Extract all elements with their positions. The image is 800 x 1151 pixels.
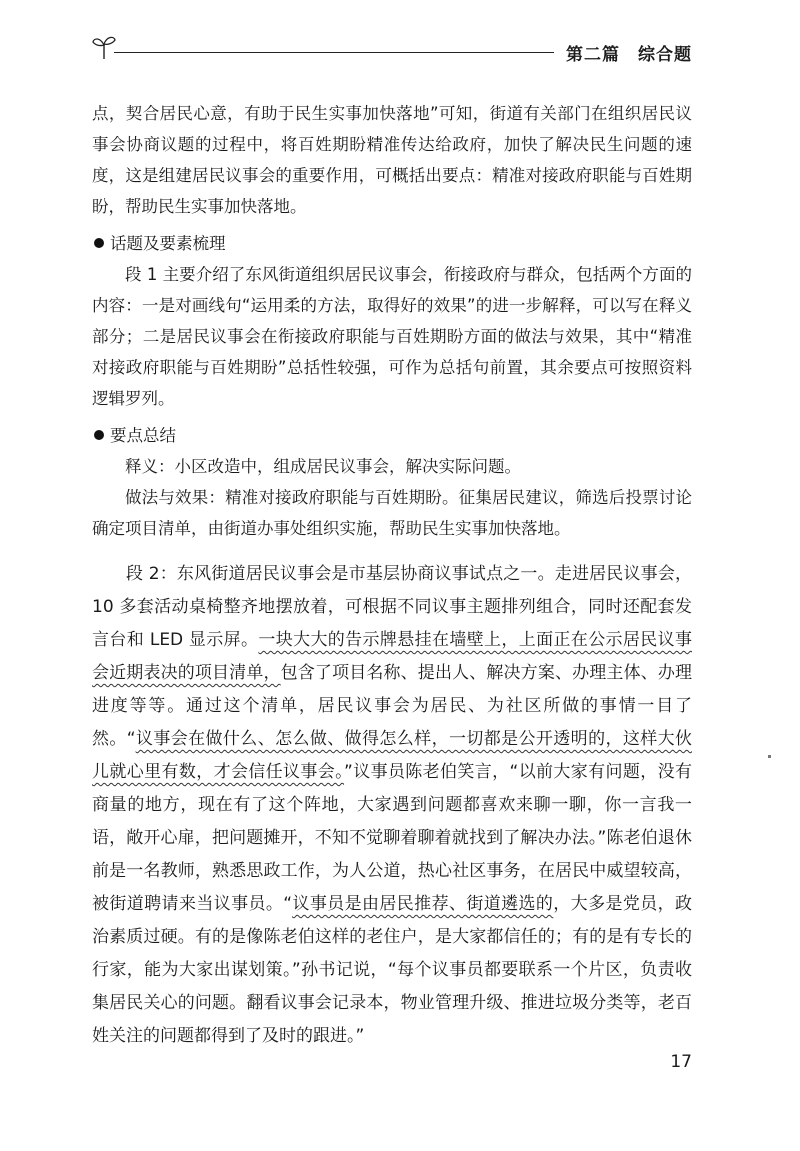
page-number: 17 [670, 1052, 692, 1072]
running-header [92, 28, 692, 68]
header-section: 综合题 [638, 45, 692, 65]
para2-text-b: 包含了项目名称、提出人、解决方案、办理主体、办理进度等等。通过这个清单，居民议事会为居民、为社区所做的事情一目了然。“ [92, 663, 693, 749]
para2-text-d: ，大多是党员，政治素质过硬。有的是像陈老伯这样的老住户，是大家都信任的；有的是有专长的行家，能为大家出谋划策。”孙书记说，“每个议事员都要联系一个片区，负责收集居民关心的问题。翻看议事会记录本，物业管理升级、推进垃圾分类等，老百姓关注的问题都得到了及时的跟进。” [92, 894, 693, 1046]
para2-underlined-3: 议事员是由居民推荐、街道遴选的 [292, 894, 554, 914]
page-body [92, 98, 692, 1053]
header-rule [114, 52, 554, 53]
para2-underlined-2: 议事会在做什么、怎么做、做得怎么样，一切都是公开透明的，这样大伙儿就心里有数，才会信任议事会。 [92, 729, 693, 782]
para2-text-c: ”议事员陈老伯笑言，“以前大家有问题，没有商量的地方，现在有了这个阵地，大家遇到问题都喜欢来聊一聊，你一言我一语，敞开心扉，把问题摊开，不知不觉聊着聊着就找到了解决办法。”陈老伯退休前是一名教师，熟悉思政工作，为人公道，热心社区事务，在居民中威望较高，被街道聘请来当议事员。“ [92, 762, 693, 914]
interpretation-line: 释义：小区改造中，组成居民议事会，解决实际问题。 [125, 457, 521, 476]
source-paragraph-2 [92, 558, 692, 1053]
scan-mark [768, 755, 771, 758]
para2-underlined-1: 一块大大的告示牌悬挂在墙壁上，上面正在公示居民议事会近期表决的项目清单， [92, 630, 692, 683]
bullet-icon [94, 238, 104, 248]
header-title [566, 40, 692, 65]
topic-paragraph: 段 1 主要介绍了东风街道组织居民议事会，衔接政府与群众，包括两个方面的内容：一是对画线句“运用柔的方法，取得好的效果”的进一步解释，可以写在释义部分；二是居民议事会在衔接政府职能与百姓期盼方面的做法与效果，其中“精准对接政府职能与百姓期盼”总括性较强，可作为总括句前置，其余要点可按照资料逻辑罗列。 [92, 265, 692, 408]
section-heading-topic [92, 228, 692, 259]
section-heading-summary [92, 420, 692, 451]
top-paragraph: 点，契合居民心意，有助于民生实事加快落地”可知，街道有关部门在组织居民议事会协商议题的过程中，将百姓期盼精准传达给政府，加快了解决民生问题的速度，这是组建居民议事会的重要作用，可概括出要点：精准对接政府职能与百姓期盼，帮助民生实事加快落地。 [92, 104, 692, 216]
sprout-icon [92, 34, 116, 60]
header-part: 第二篇 [566, 45, 620, 65]
bullet-icon [94, 430, 104, 440]
para2-text-a: 段 2：东风街道居民议事会是市基层协商议事试点之一。走进居民议事会，10 多套活动桌椅整齐地摆放着，可根据不同议事主题排列组合，同时还配套发言台和 LED 显示屏。 [92, 564, 692, 650]
section-heading-summary-text: 要点总结 [110, 426, 176, 445]
section-heading-topic-text: 话题及要素梳理 [110, 234, 226, 253]
practice-paragraph: 做法与效果：精准对接政府职能与百姓期盼。征集居民建议，筛选后投票讨论确定项目清单，由街道办事处组织实施，帮助民生实事加快落地。 [92, 488, 692, 538]
